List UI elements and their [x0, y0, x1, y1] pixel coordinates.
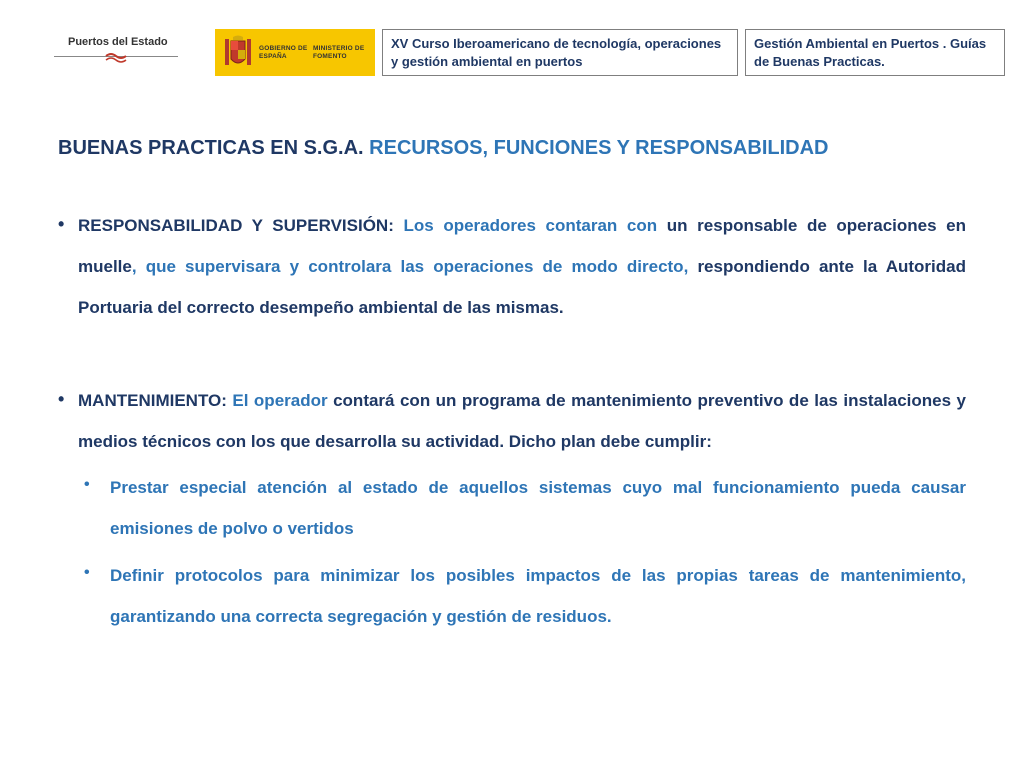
puertos-del-estado-logo [54, 34, 178, 68]
bullet-heading: RESPONSABILIDAD Y SUPERVISIÓN: [78, 216, 394, 235]
topic-title-box: Gestión Ambiental en Puertos . Guías de Buenas Practicas. [745, 29, 1005, 76]
bullet-text-segment: contará con un programa de mantenimiento preventivo de las instalaciones y medios técnicos con los que desarrolla su actividad. Dicho plan debe cumplir: [78, 391, 966, 451]
title-part-2: RECURSOS, FUNCIONES Y RESPONSABILIDAD [369, 137, 829, 159]
coat-of-arms-icon [223, 35, 253, 71]
sub-bullet-marker: • [84, 564, 90, 581]
gov-text-gobierno: GOBIERNO DE ESPAÑA [259, 45, 308, 60]
puertos-logo-text: Puertos del Estado [68, 36, 168, 48]
bullet-marker: • [58, 389, 65, 409]
bullet-mantenimiento [78, 380, 966, 462]
bullet-text-segment: Los operadores contaran con [403, 216, 658, 235]
sub-bullet-marker: • [84, 476, 90, 493]
sub-bullet-item: Definir protocolos para minimizar los posibles impactos de las propias tareas de mantenimiento, garantizando una correcta segregación y gestión de residuos. [110, 566, 966, 626]
slide-title [58, 137, 828, 160]
bullet-marker: • [58, 214, 65, 234]
bullet-text-segment: un responsable de operaciones en muelle [78, 216, 967, 276]
bullet-text-segment: El operador [232, 391, 328, 410]
title-part-1: BUENAS PRACTICAS EN S.G.A. [58, 137, 364, 159]
bullet-heading: MANTENIMIENTO: [78, 391, 227, 410]
course-title-box: XV Curso Iberoamericano de tecnología, operaciones y gestión ambiental en puertos [382, 29, 738, 76]
bullet-text-segment: , que supervisara y controlara las operaciones de modo directo, [131, 257, 689, 276]
bullet-text-segment: respondiendo ante la Autoridad Portuaria del correcto desempeño ambiental de las mismas. [78, 257, 966, 317]
wave-icon [104, 51, 128, 63]
bullet-responsabilidad [78, 205, 966, 328]
gobierno-espana-logo [215, 29, 375, 76]
gov-text-ministerio: MINISTERIO DE FOMENTO [313, 45, 365, 60]
sub-bullet-item: Prestar especial atención al estado de aquellos sistemas cuyo mal funcionamiento pueda causar emisiones de polvo o vertidos [110, 478, 966, 538]
